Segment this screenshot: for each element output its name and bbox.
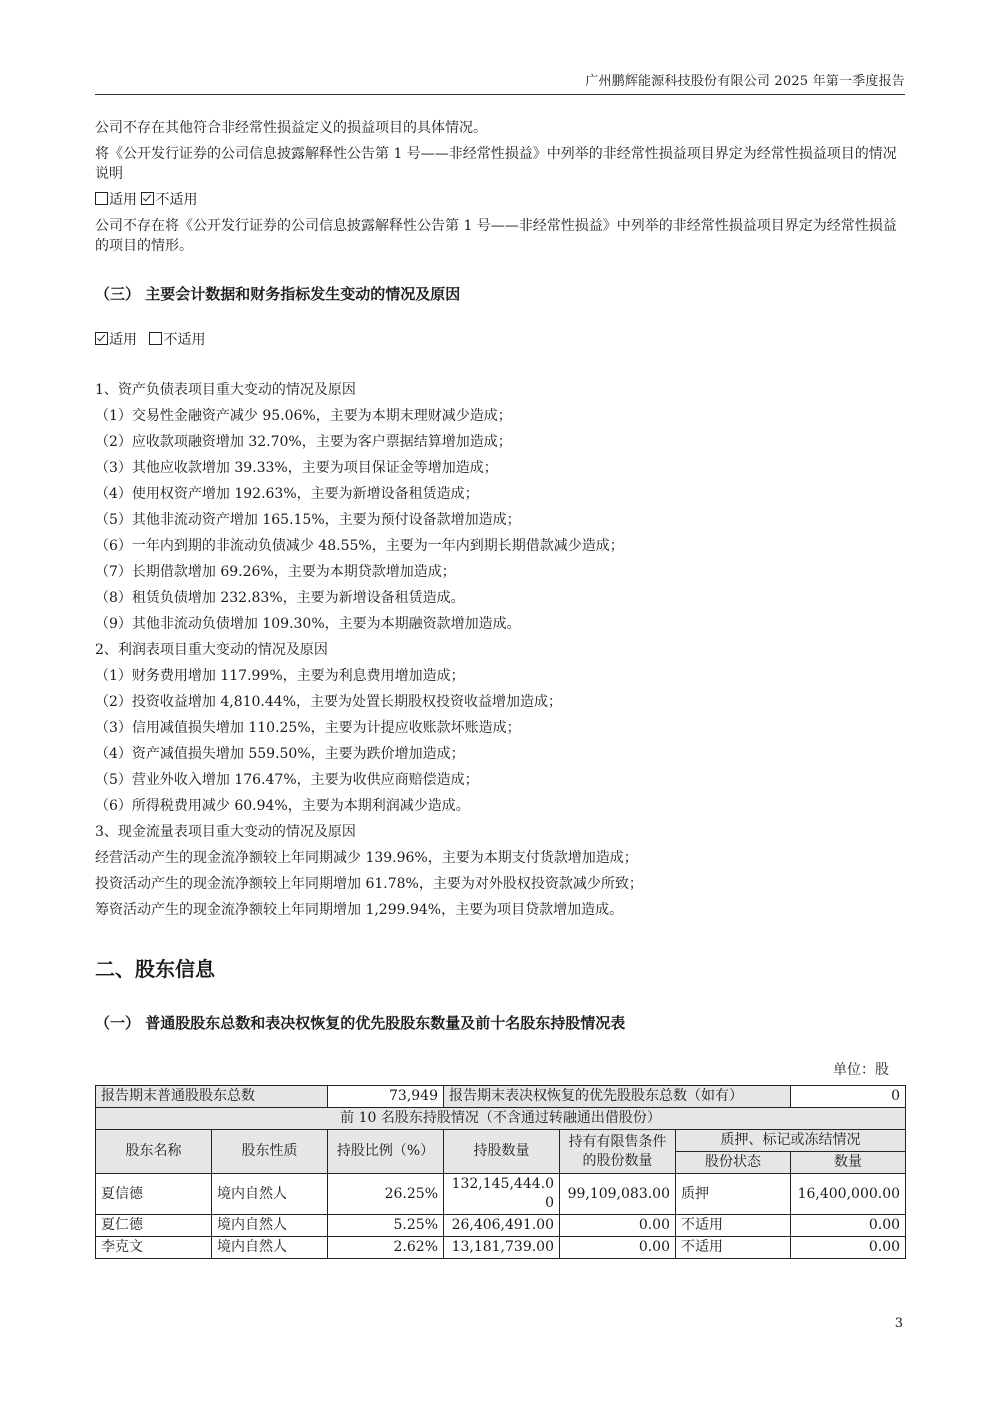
table-row <box>96 1108 906 1130</box>
table-row <box>96 1237 906 1259</box>
table-row <box>96 1086 906 1108</box>
shareholder-heading: 二、股东信息 <box>95 957 215 981</box>
list-item: （1）交易性金融资产减少 95.06%，主要为本期末理财减少造成； <box>95 408 512 424</box>
total-shareholders-value: 73,949 <box>328 1086 444 1108</box>
option-not-applicable: 不适用 <box>155 192 198 208</box>
option-not-applicable: 不适用 <box>163 332 206 348</box>
list-item: （5）其他非流动资产增加 165.15%，主要为预付设备款增加造成； <box>95 512 521 528</box>
list-item: （3）信用减值损失增加 110.25%，主要为计提应收账款坏账造成； <box>95 720 521 736</box>
cell-restricted: 99,109,083.00 <box>560 1174 676 1215</box>
shareholder-subheading: （一） 普通股股东总数和表决权恢复的优先股股东数量及前十名股东持股情况表 <box>95 1014 626 1032</box>
cell-name: 夏仁德 <box>96 1215 212 1237</box>
cell-pledge-qty: 16,400,000.00 <box>791 1174 906 1215</box>
change-reason-list <box>95 377 905 923</box>
table-header-row <box>96 1130 906 1152</box>
col-header-quantity: 持股数量 <box>444 1130 560 1174</box>
preferred-shareholders-label: 报告期末表决权恢复的优先股股东总数（如有） <box>444 1086 791 1108</box>
col-header-pledge-status: 股份状态 <box>676 1152 791 1174</box>
col-header-name: 股东名称 <box>96 1130 212 1174</box>
unit-label: 单位：股 <box>833 1062 889 1078</box>
list-item: 投资活动产生的现金流净额较上年同期增加 61.78%，主要为对外股权投资款减少所致； <box>95 876 643 892</box>
list-item: 经营活动产生的现金流净额较上年同期减少 139.96%，主要为本期支付货款增加造成； <box>95 850 638 866</box>
col-header-pledge-qty: 数量 <box>791 1152 906 1174</box>
intro-paragraph-3: 公司不存在将《公开发行证券的公司信息披露解释性公告第 1 号——非经常性损益》中列举的非经常性损益项目界定为经常性损益的项目的情形。 <box>95 218 897 254</box>
cell-quantity: 13,181,739.00 <box>444 1237 560 1259</box>
intro-paragraph-2: 将《公开发行证券的公司信息披露解释性公告第 1 号——非经常性损益》中列举的非经常性损益项目界定为经常性损益项目的情况说明 <box>95 146 897 182</box>
checkbox-unchecked-icon <box>95 192 108 205</box>
list-item: （9）其他非流动负债增加 109.30%，主要为本期融资款增加造成。 <box>95 616 521 632</box>
list-item: （7）长期借款增加 69.26%，主要为本期贷款增加造成； <box>95 564 456 580</box>
cell-pledge-qty: 0.00 <box>791 1237 906 1259</box>
list-item: （2）投资收益增加 4,810.44%，主要为处置长期股权投资收益增加造成； <box>95 694 563 710</box>
option-applicable: 适用 <box>109 192 137 208</box>
list-item: （8）租赁负债增加 232.83%，主要为新增设备租赁造成。 <box>95 590 465 606</box>
cell-nature: 境内自然人 <box>212 1174 328 1215</box>
list-item: 筹资活动产生的现金流净额较上年同期增加 1,299.94%，主要为项目贷款增加造成。 <box>95 902 624 918</box>
cell-restricted: 0.00 <box>560 1237 676 1259</box>
list-item: 3、现金流量表项目重大变动的情况及原因 <box>95 824 356 840</box>
page-number: 3 <box>894 1316 903 1331</box>
list-item: （6）所得税费用减少 60.94%，主要为本期利润减少造成。 <box>95 798 470 814</box>
cell-ratio: 26.25% <box>328 1174 444 1215</box>
intro-applicable-row <box>95 190 905 210</box>
list-item: （2）应收款项融资增加 32.70%，主要为客户票据结算增加造成； <box>95 434 512 450</box>
cell-restricted: 0.00 <box>560 1215 676 1237</box>
page-header-title: 广州鹏辉能源科技股份有限公司 2025 年第一季度报告 <box>585 74 905 89</box>
table-row <box>96 1215 906 1237</box>
preferred-shareholders-value: 0 <box>791 1086 906 1108</box>
list-item: （1）财务费用增加 117.99%，主要为利息费用增加造成； <box>95 668 465 684</box>
cell-nature: 境内自然人 <box>212 1237 328 1259</box>
cell-pledge-qty: 0.00 <box>791 1215 906 1237</box>
cell-pledge-status: 不适用 <box>676 1237 791 1259</box>
total-shareholders-label: 报告期末普通股股东总数 <box>96 1086 328 1108</box>
list-item: （3）其他应收款增加 39.33%，主要为项目保证金等增加造成； <box>95 460 498 476</box>
header-rule <box>95 94 905 95</box>
list-item: （4）使用权资产增加 192.63%，主要为新增设备租赁造成； <box>95 486 479 502</box>
section3-applicable-row <box>95 330 905 350</box>
top10-title: 前 10 名股东持股情况（不含通过转融通出借股份） <box>96 1108 906 1130</box>
shareholder-table <box>95 1085 906 1259</box>
col-header-restricted: 持有有限售条件的股份数量 <box>560 1130 676 1174</box>
intro-paragraph-1: 公司不存在其他符合非经常性损益定义的损益项目的具体情况。 <box>95 120 487 136</box>
option-applicable: 适用 <box>109 332 137 348</box>
col-header-nature: 股东性质 <box>212 1130 328 1174</box>
page-content <box>95 118 905 1259</box>
cell-nature: 境内自然人 <box>212 1215 328 1237</box>
cell-quantity: 132,145,444.00 <box>444 1174 560 1215</box>
checkbox-unchecked-icon <box>149 332 162 345</box>
cell-pledge-status: 质押 <box>676 1174 791 1215</box>
list-item: （6）一年内到期的非流动负债减少 48.55%，主要为一年内到期长期借款减少造成； <box>95 538 624 554</box>
cell-ratio: 5.25% <box>328 1215 444 1237</box>
list-item: 1、资产负债表项目重大变动的情况及原因 <box>95 382 356 398</box>
list-item: （5）营业外收入增加 176.47%，主要为收供应商赔偿造成； <box>95 772 479 788</box>
cell-name: 夏信德 <box>96 1174 212 1215</box>
cell-pledge-status: 不适用 <box>676 1215 791 1237</box>
cell-quantity: 26,406,491.00 <box>444 1215 560 1237</box>
cell-ratio: 2.62% <box>328 1237 444 1259</box>
col-header-pledge-group: 质押、标记或冻结情况 <box>676 1130 906 1152</box>
table-row <box>96 1174 906 1215</box>
list-item: 2、利润表项目重大变动的情况及原因 <box>95 642 328 658</box>
cell-name: 李克文 <box>96 1237 212 1259</box>
col-header-ratio: 持股比例（%） <box>328 1130 444 1174</box>
checkbox-checked-icon <box>141 192 154 205</box>
list-item: （4）资产减值损失增加 559.50%，主要为跌价增加造成； <box>95 746 465 762</box>
checkbox-checked-icon <box>95 332 108 345</box>
section3-heading: （三） 主要会计数据和财务指标发生变动的情况及原因 <box>95 285 461 303</box>
